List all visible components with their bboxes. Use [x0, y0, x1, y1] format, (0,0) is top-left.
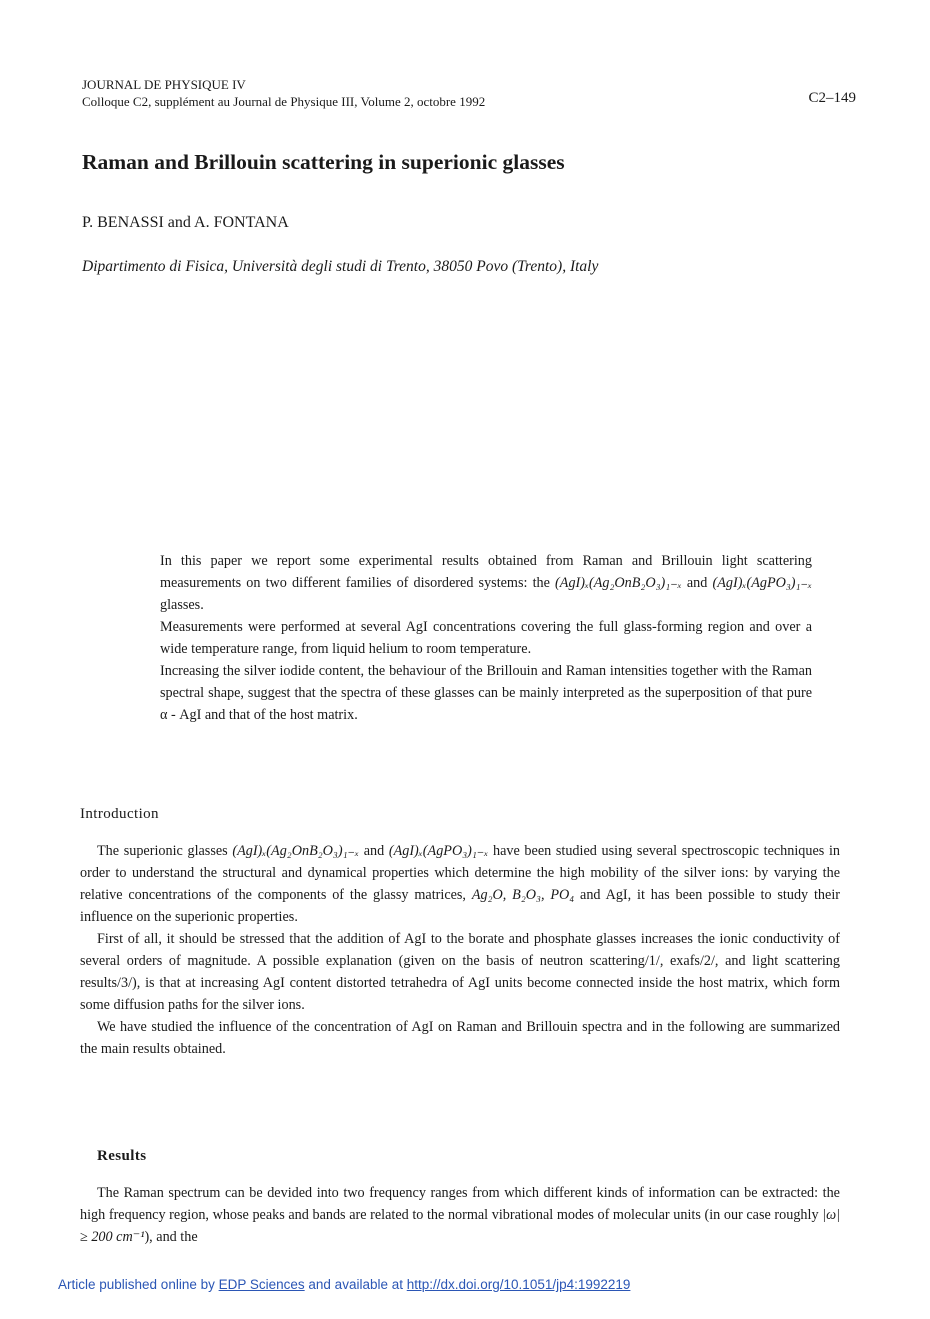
abstract-paragraph-1 — [160, 550, 812, 616]
edp-sciences-link[interactable]: EDP Sciences — [218, 1277, 305, 1292]
affiliation: Dipartimento di Fisica, Università degli studi di Trento, 38050 Povo (Trento), Italy — [82, 258, 599, 275]
abstract-paragraph-2: Measurements were performed at several AgI concentrations covering the full glass-forming region and over a wide temperature range, from liquid helium to room temperature. — [160, 619, 812, 657]
results-paragraph-1 — [80, 1182, 840, 1248]
intro-paragraph-2: First of all, it should be stressed that the addition of AgI to the borate and phosphate glasses increases the ionic conductivity of several orders of magnitude. A possible explanation (given on the basis of neutron scattering/1/, exafs/2/, and light scattering results/3/), is that at increasing AgI content distorted tetrahedra of AgI units become connected inside the host matrix, which form some diffusion paths for the silver ions. — [80, 931, 840, 1013]
colloque-line: Colloque C2, supplément au Journal de Physique III, Volume 2, octobre 1992 — [82, 94, 486, 109]
authors: P. BENASSI and A. FONTANA — [82, 214, 289, 231]
formula-components: Ag₂O, B₂O₃, PO₄ — [471, 887, 575, 903]
formula-borate: (AgI)ₓ(Ag₂OnB₂O₃)₁₋ₓ — [232, 843, 360, 859]
journal-name: JOURNAL DE PHYSIQUE IV — [82, 77, 246, 92]
intro-paragraph-1 — [80, 840, 840, 928]
results-body — [80, 1182, 840, 1248]
formula-borate: (AgI)ₓ(Ag₂OnB₂O₃)₁₋ₓ — [555, 575, 682, 591]
section-heading-results: Results — [97, 1148, 147, 1164]
doi-link[interactable]: http://dx.doi.org/10.1051/jp4:1992219 — [406, 1277, 631, 1292]
intro-text: and — [359, 843, 389, 859]
introduction-body — [80, 840, 840, 1060]
abstract-paragraph-3: Increasing the silver iodide content, the behaviour of the Brillouin and Raman intensities together with the Raman spectral shape, suggest that the spectra of these glasses can be mainly interpreted as the superposition of that pure α - AgI and that of the host matrix. — [160, 663, 812, 723]
abstract-text: glasses. — [160, 597, 204, 613]
results-text: The Raman spectrum can be devided into two frequency ranges from which different kinds of information can be extracted: the high frequency region, whose peaks and bands are related to the normal vibrational modes of molecular units (in our case roughly — [80, 1185, 840, 1223]
abstract-text: In this paper we report some experimental results obtained from Raman and Brillouin light scattering measurements on two different families of disordered systems: the — [160, 553, 812, 591]
publication-footer — [58, 1277, 630, 1292]
intro-text: The superionic glasses — [97, 843, 233, 859]
intro-paragraph-3: We have studied the influence of the concentration of AgI on Raman and Brillouin spectra and in the following are summarized the main results obtained. — [80, 1019, 840, 1057]
results-text: ), and the — [144, 1229, 198, 1245]
formula-phosphate: (AgI)ₓ(AgPO₃)₁₋ₓ — [388, 843, 489, 859]
footer-text: and available at — [304, 1277, 407, 1292]
intro-text: have been studied using several spectroscopic techniques in order to understand the structural and dynamical properties which determine the high mobility of the silver ions: by varying the relative concentrations of the components of the glassy matrices, — [80, 843, 840, 903]
abstract-text: and — [681, 575, 713, 591]
formula-frequency: |ω| ≥ 200 cm⁻¹ — [80, 1207, 840, 1245]
intro-text: and AgI, it has been possible to study their influence on the superionic properties. — [80, 887, 840, 925]
footer-text: Article published online by — [58, 1277, 219, 1292]
page-number: C2–149 — [808, 90, 856, 106]
section-heading-introduction: Introduction — [80, 806, 159, 822]
formula-phosphate: (AgI)ₓ(AgPO₃)₁₋ₓ — [712, 575, 812, 591]
paper-title: Raman and Brillouin scattering in superionic glasses — [82, 150, 565, 174]
abstract — [160, 550, 812, 726]
